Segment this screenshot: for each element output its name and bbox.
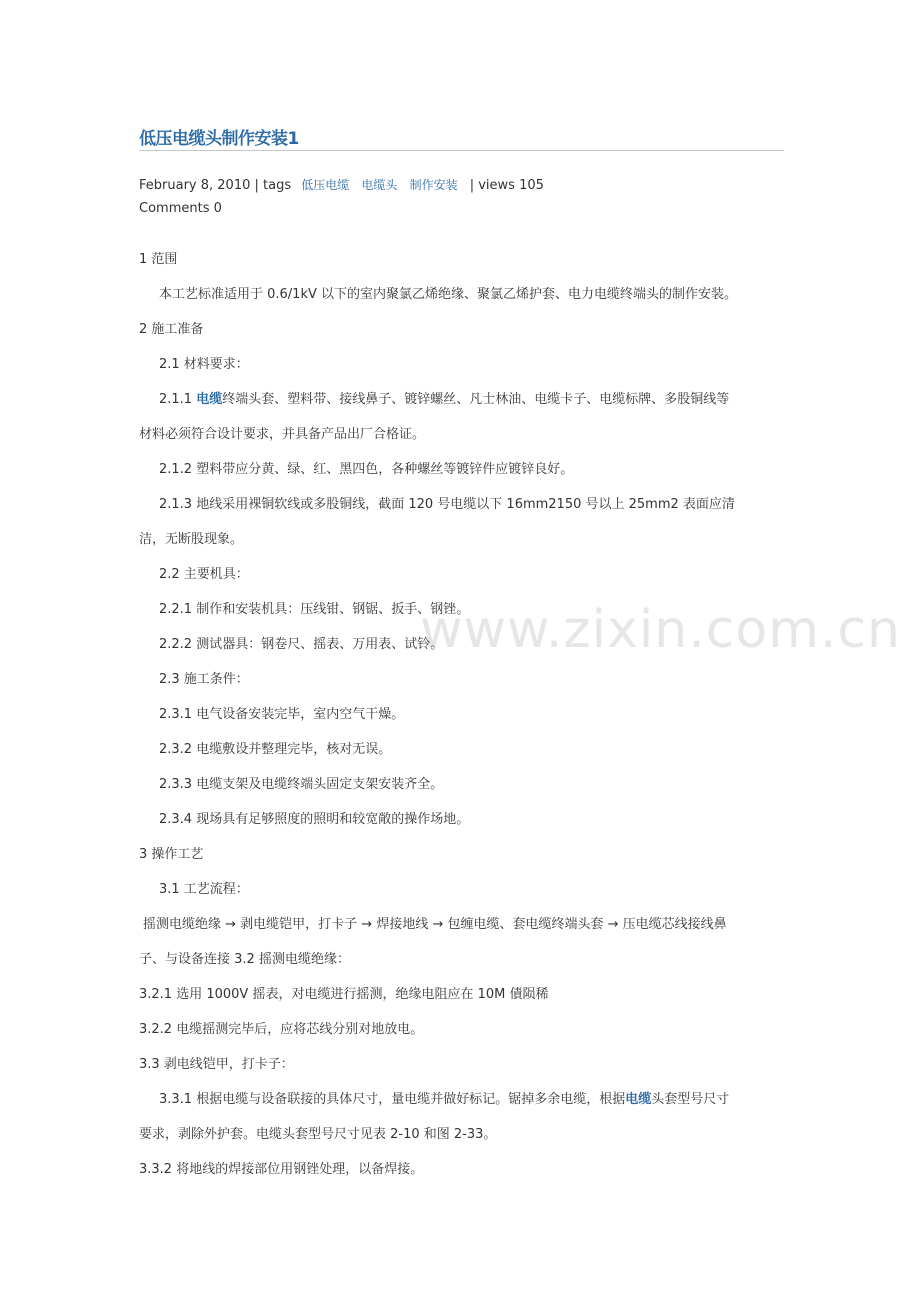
- paragraph-continuation: 要求，剥除外护套。电缆头套型号尺寸见表 2-10 和图 2-33。: [139, 1127, 497, 1142]
- paragraph-continuation: 洁，无断股现象。: [139, 532, 244, 547]
- item-text: 头套型号尺寸: [651, 1092, 730, 1107]
- views-count: | views 105: [469, 178, 544, 193]
- subsection-heading: 2.1 材料要求：: [159, 357, 249, 372]
- paragraph: 2.3.4 现场具有足够照度的照明和较宽敞的操作场地。: [159, 812, 470, 827]
- paragraph: 3.3.2 将地线的焊接部位用钢锉处理，以备焊接。: [139, 1162, 424, 1177]
- paragraph-continuation: 子、与设备连接 3.2 摇测电缆绝缘：: [139, 952, 350, 967]
- item-text: 终端头套、塑料带、接线鼻子、镀锌螺丝、凡士林油、电缆卡子、电缆标牌、多股铜线等: [222, 392, 730, 407]
- paragraph: [159, 391, 729, 409]
- subsection-heading: 3.1 工艺流程：: [159, 882, 249, 897]
- paragraph: 2.2.2 测试器具：钢卷尺、摇表、万用表、试铃。: [159, 637, 444, 652]
- item-text: 3.3.1 根据电缆与设备联接的具体尺寸，量电缆并做好标记。锯掉多余电缆，根据: [159, 1092, 626, 1107]
- article-meta: [139, 176, 544, 193]
- subsection-heading: 3.3 剥电线铠甲，打卡子：: [139, 1057, 294, 1072]
- subsection-heading: 2.3 施工条件：: [159, 672, 249, 687]
- paragraph: 2.1.2 塑料带应分黄、绿、红、黑四色，各种螺丝等镀锌件应镀锌良好。: [159, 462, 574, 477]
- paragraph: 3.2.2 电缆摇测完毕后，应将芯线分别对地放电。: [139, 1022, 424, 1037]
- tag-link[interactable]: 电缆头: [361, 178, 398, 192]
- page-title[interactable]: 低压电缆头制作安装1: [139, 129, 299, 149]
- watermark: www.zixin.com.cn: [420, 600, 901, 660]
- section-heading: 3 操作工艺: [139, 847, 204, 862]
- tag-link[interactable]: 低压电缆: [301, 178, 350, 192]
- paragraph: 2.3.1 电气设备安装完毕，室内空气干燥。: [159, 707, 405, 722]
- paragraph: 本工艺标准适用于 0.6/1kV 以下的室内聚氯乙烯绝缘、聚氯乙烯护套、电力电缆终端头的制作安装。: [159, 287, 738, 302]
- title-divider: [139, 150, 784, 151]
- subsection-heading: 2.2 主要机具：: [159, 567, 249, 582]
- tag-link[interactable]: 制作安装: [409, 178, 458, 192]
- post-date: February 8, 2010: [139, 178, 251, 193]
- paragraph: [159, 1091, 729, 1109]
- item-number: 2.1.1: [159, 392, 197, 407]
- paragraph: 3.2.1 选用 1000V 摇表，对电缆进行摇测，绝缘电阻应在 10M 債陨稀: [139, 987, 549, 1002]
- paragraph: 2.2.1 制作和安装机具：压线钳、钢锯、扳手、钢锉。: [159, 602, 470, 617]
- keyword-link[interactable]: 电缆: [625, 1092, 652, 1107]
- paragraph: 2.3.2 电缆敷设并整理完毕，核对无误。: [159, 742, 392, 757]
- process-flow: 摇测电缆绝缘 → 剥电缆铠甲，打卡子 → 焊接地线 → 包缠电缆、套电缆终端头套 → 压电缆芯线接线鼻: [143, 917, 727, 932]
- tags-label: | tags: [254, 178, 292, 193]
- paragraph: 2.1.3 地线采用裸铜软线或多股铜线，截面 120 号电缆以下 16mm2150 号以上 25mm2 表面应清: [159, 497, 735, 512]
- comments-count[interactable]: Comments 0: [139, 201, 222, 216]
- keyword-link[interactable]: 电缆: [196, 392, 223, 407]
- section-heading: 2 施工准备: [139, 322, 204, 337]
- paragraph-continuation: 材料必须符合设计要求，并具备产品出厂合格证。: [139, 427, 426, 442]
- paragraph: 2.3.3 电缆支架及电缆终端头固定支架安装齐全。: [159, 777, 444, 792]
- section-heading: 1 范围: [139, 252, 178, 267]
